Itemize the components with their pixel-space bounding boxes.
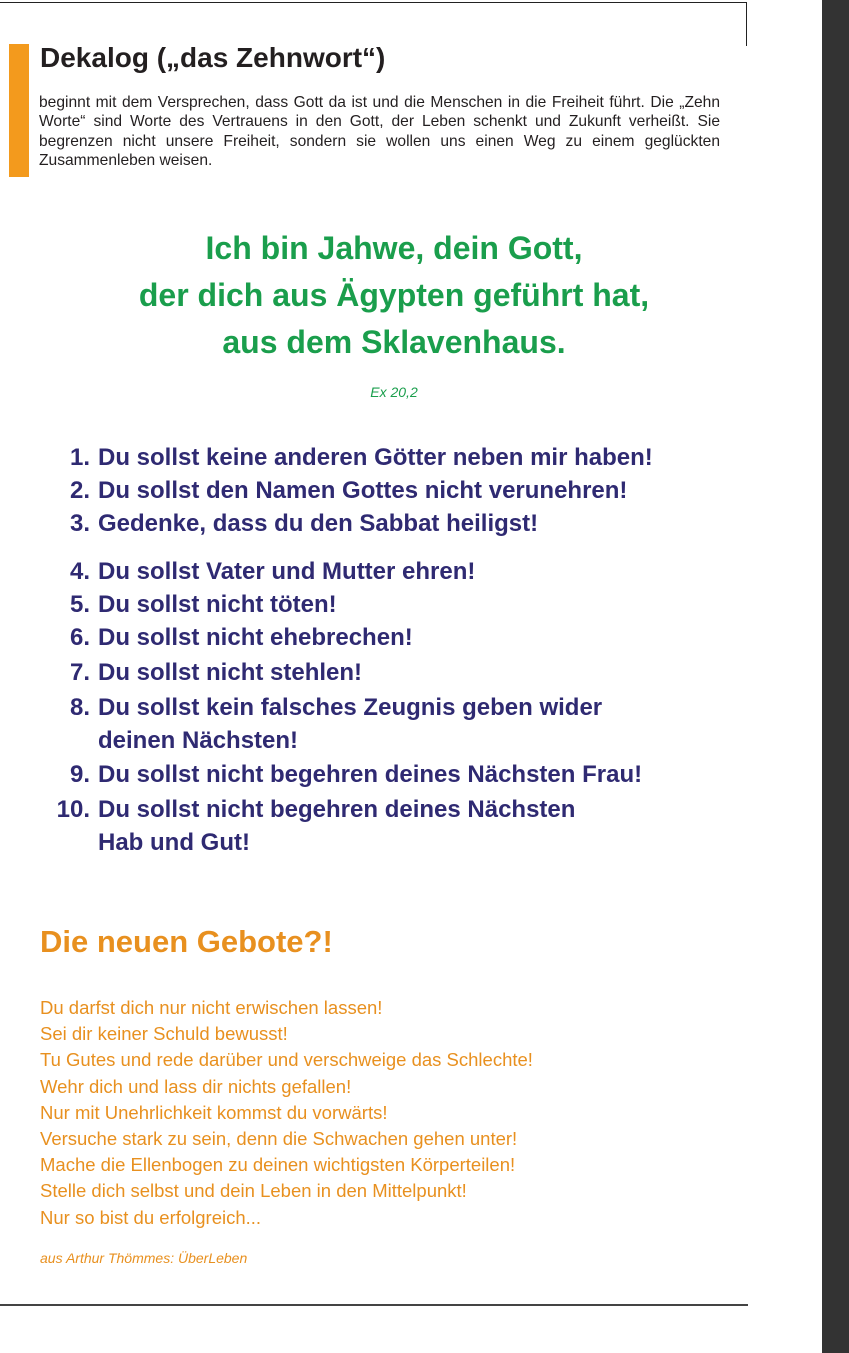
commandment-item [0, 793, 760, 859]
section-title: Die neuen Gebote?! [40, 924, 333, 959]
quote-reference: Ex 20,2 [370, 384, 418, 400]
top-border [0, 2, 747, 3]
commandment-text-continued: deinen Nächsten! [98, 727, 299, 754]
commandment-number: 2. [69, 477, 90, 504]
commandment-number: 7. [69, 659, 90, 686]
list-item: Stelle dich selbst und dein Leben in den Mittelpunkt! [40, 1180, 467, 1202]
commandment-number: 10. [56, 796, 90, 823]
list-item: Nur so bist du erfolgreich... [40, 1206, 262, 1228]
commandment-number: 1. [69, 444, 90, 471]
commandment-number: 3. [69, 510, 90, 537]
list-item: Du darfst dich nur nicht erwischen lassen! [40, 997, 383, 1018]
quote-line: der dich aus Ägypten geführt hat, [138, 277, 650, 313]
quote-line: aus dem Sklavenhaus. [222, 324, 566, 360]
list-item: Mache die Ellenbogen zu deinen wichtigsten Körperteilen! [40, 1154, 516, 1176]
new-commandments-list [40, 995, 533, 1231]
page-title: Dekalog („das Zehnwort“) [40, 42, 386, 73]
commandment-text: Du sollst Vater und Mutter ehren! [98, 558, 476, 585]
commandment-number: 5. [69, 591, 90, 618]
commandment-text: Du sollst kein falsches Zeugnis geben wider [98, 694, 603, 721]
accent-bar [9, 44, 29, 177]
commandment-number: 6. [69, 624, 90, 651]
viewer-scrollbar-track[interactable] [822, 0, 849, 1353]
bottom-border [0, 1304, 748, 1306]
list-item: Wehr dich und lass dir nichts gefallen! [40, 1075, 352, 1097]
commandment-text: Du sollst nicht ehebrechen! [98, 624, 413, 651]
commandment-text: Du sollst den Namen Gottes nicht verunehren! [98, 477, 628, 504]
scripture-quote [40, 225, 748, 366]
commandment-text: Du sollst keine anderen Götter neben mir haben! [98, 444, 653, 471]
commandment-number: 9. [69, 761, 90, 788]
list-item: Tu Gutes und rede darüber und verschweige das Schlechte! [40, 1049, 533, 1071]
list-item: Nur mit Unehrlichkeit kommst du vorwärts! [40, 1101, 388, 1123]
commandment-text: Gedenke, dass du den Sabbat heiligst! [98, 510, 539, 537]
source-citation: aus Arthur Thömmes: ÜberLeben [40, 1250, 248, 1266]
commandment-text: Du sollst nicht töten! [98, 591, 337, 618]
commandment-number: 8. [69, 694, 90, 721]
top-border-corner [746, 2, 747, 46]
commandment-text-continued: Hab und Gut! [98, 829, 250, 856]
commandment-text: Du sollst nicht begehren deines Nächsten [98, 796, 576, 823]
commandment-text: Du sollst nicht stehlen! [98, 659, 363, 686]
quote-line: Ich bin Jahwe, dein Gott, [205, 230, 583, 266]
commandment-number: 4. [69, 558, 90, 585]
commandment-item [0, 691, 760, 757]
list-item: Versuche stark zu sein, denn die Schwachen gehen unter! [40, 1128, 518, 1150]
intro-paragraph: beginnt mit dem Versprechen, dass Gott da ist und die Menschen in die Freiheit führt. Die „Zehn Worte“ sind Worte des Vertrauens in den Gott, der Leben schenkt und Zukunft verheißt. Sie begrenzen nicht unsere Freiheit, sondern sie wollen uns einen Weg zu einem geglückten Zusammenleben weisen. [39, 94, 720, 169]
list-item: Sei dir keiner Schuld bewusst! [40, 1023, 288, 1045]
commandment-text: Du sollst nicht begehren deines Nächsten Frau! [98, 761, 643, 788]
